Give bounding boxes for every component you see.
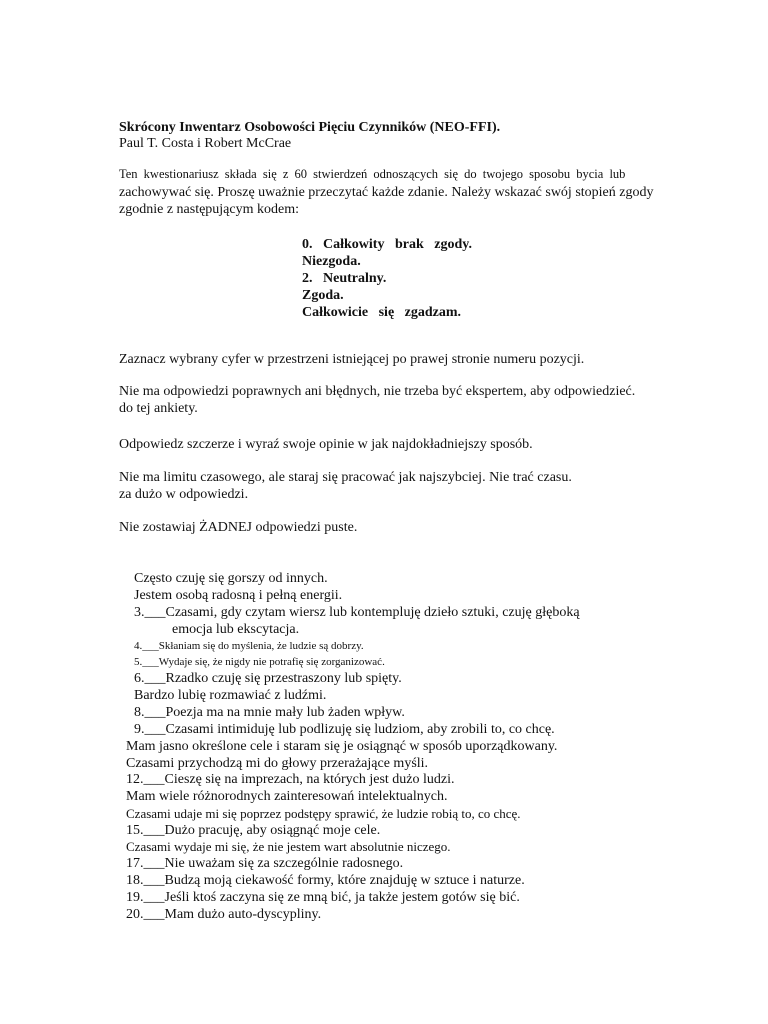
questionnaire-item: 3.___Czasami, gdy czytam wiersz lub kontempluję dzieło sztuki, czuję głęboką: [134, 605, 580, 620]
questionnaire-item: Czasami udaje mi się poprzez podstępy sprawić, że ludzie robią to, co chcę.: [126, 806, 521, 821]
questionnaire-item: Mam jasno określone cele i staram się je osiągnąć w sposób uporządkowany.: [126, 739, 558, 754]
questionnaire-item: 17.___Nie uważam się za szczególnie radosnego.: [126, 856, 404, 871]
questionnaire-item: 20.___Mam dużo auto-dyscypliny.: [126, 907, 322, 922]
questionnaire-item: Mam wiele różnorodnych zainteresowań intelektualnych.: [126, 789, 448, 804]
instruction-mark-answer: Zaznacz wybrany cyfer w przestrzeni istniejącej po prawej stronie numeru pozycji.: [119, 352, 585, 367]
document-title: Skrócony Inwentarz Osobowości Pięciu Czynników (NEO-FFI).: [119, 120, 501, 135]
instruction-no-blank: Nie zostawiaj ŻADNEJ odpowiedzi puste.: [119, 520, 358, 535]
questionnaire-item: 5.___Wydaje się, że nigdy nie potrafię się zorganizować.: [134, 656, 385, 668]
questionnaire-item: Czasami przychodzą mi do głowy przerażające myśli.: [126, 756, 429, 771]
instruction-no-right-answers-2: do tej ankiety.: [119, 401, 198, 416]
instruction-answer-honestly: Odpowiedz szczerze i wyraź swoje opinie w jak najdokładniejszy sposób.: [119, 437, 533, 452]
questionnaire-item: Często czuję się gorszy od innych.: [134, 571, 328, 586]
questionnaire-item: 12.___Cieszę się na imprezach, na których jest dużo ludzi.: [126, 772, 455, 787]
questionnaire-item: 9.___Czasami intimiduję lub podlizuję się ludziom, aby zrobili to, co chcę.: [134, 722, 555, 737]
intro-line-3: zgodnie z następującym kodem:: [119, 202, 299, 217]
instruction-no-right-answers-1: Nie ma odpowiedzi poprawnych ani błędnych, nie trzeba być ekspertem, aby odpowiedzieć.: [119, 384, 636, 399]
scale-item-2: 2. Neutralny.: [302, 271, 387, 286]
questionnaire-item: 19.___Jeśli ktoś zaczyna się ze mną bić, ja także jestem gotów się bić.: [126, 890, 520, 905]
scale-item-0: 0. Całkowity brak zgody.: [302, 237, 472, 252]
questionnaire-item: 4.___Skłaniam się do myślenia, że ludzie są dobrzy.: [134, 640, 364, 652]
questionnaire-item-continuation: emocja lub ekscytacja.: [172, 622, 300, 637]
questionnaire-item: 18.___Budzą moją ciekawość formy, które znajduję w sztuce i naturze.: [126, 873, 525, 888]
scale-item-1: Niezgoda.: [302, 254, 361, 269]
instruction-time-limit-1: Nie ma limitu czasowego, ale staraj się pracować jak najszybciej. Nie trać czasu.: [119, 470, 572, 485]
intro-line-1: Ten kwestionariusz składa się z 60 stwierdzeń odnoszących się do twojego sposobu bycia lub: [119, 167, 626, 181]
scale-item-4: Całkowicie się zgadzam.: [302, 305, 462, 320]
scale-item-3: Zgoda.: [302, 288, 344, 303]
questionnaire-item: 8.___Poezja ma na mnie mały lub żaden wpływ.: [134, 705, 405, 720]
intro-line-2: zachowywać się. Proszę uważnie przeczytać każde zdanie. Należy wskazać swój stopień zgody: [119, 185, 654, 200]
questionnaire-item: Czasami wydaje mi się, że nie jestem wart absolutnie niczego.: [126, 839, 451, 854]
questionnaire-item: Bardzo lubię rozmawiać z ludźmi.: [134, 688, 327, 703]
instruction-time-limit-2: za dużo w odpowiedzi.: [119, 487, 249, 502]
questionnaire-item: Jestem osobą radosną i pełną energii.: [134, 588, 343, 603]
questionnaire-item: 6.___Rzadko czuję się przestraszony lub spięty.: [134, 671, 402, 686]
questionnaire-item: 15.___Dużo pracuję, aby osiągnąć moje cele.: [126, 823, 381, 838]
document-authors: Paul T. Costa i Robert McCrae: [119, 136, 292, 151]
